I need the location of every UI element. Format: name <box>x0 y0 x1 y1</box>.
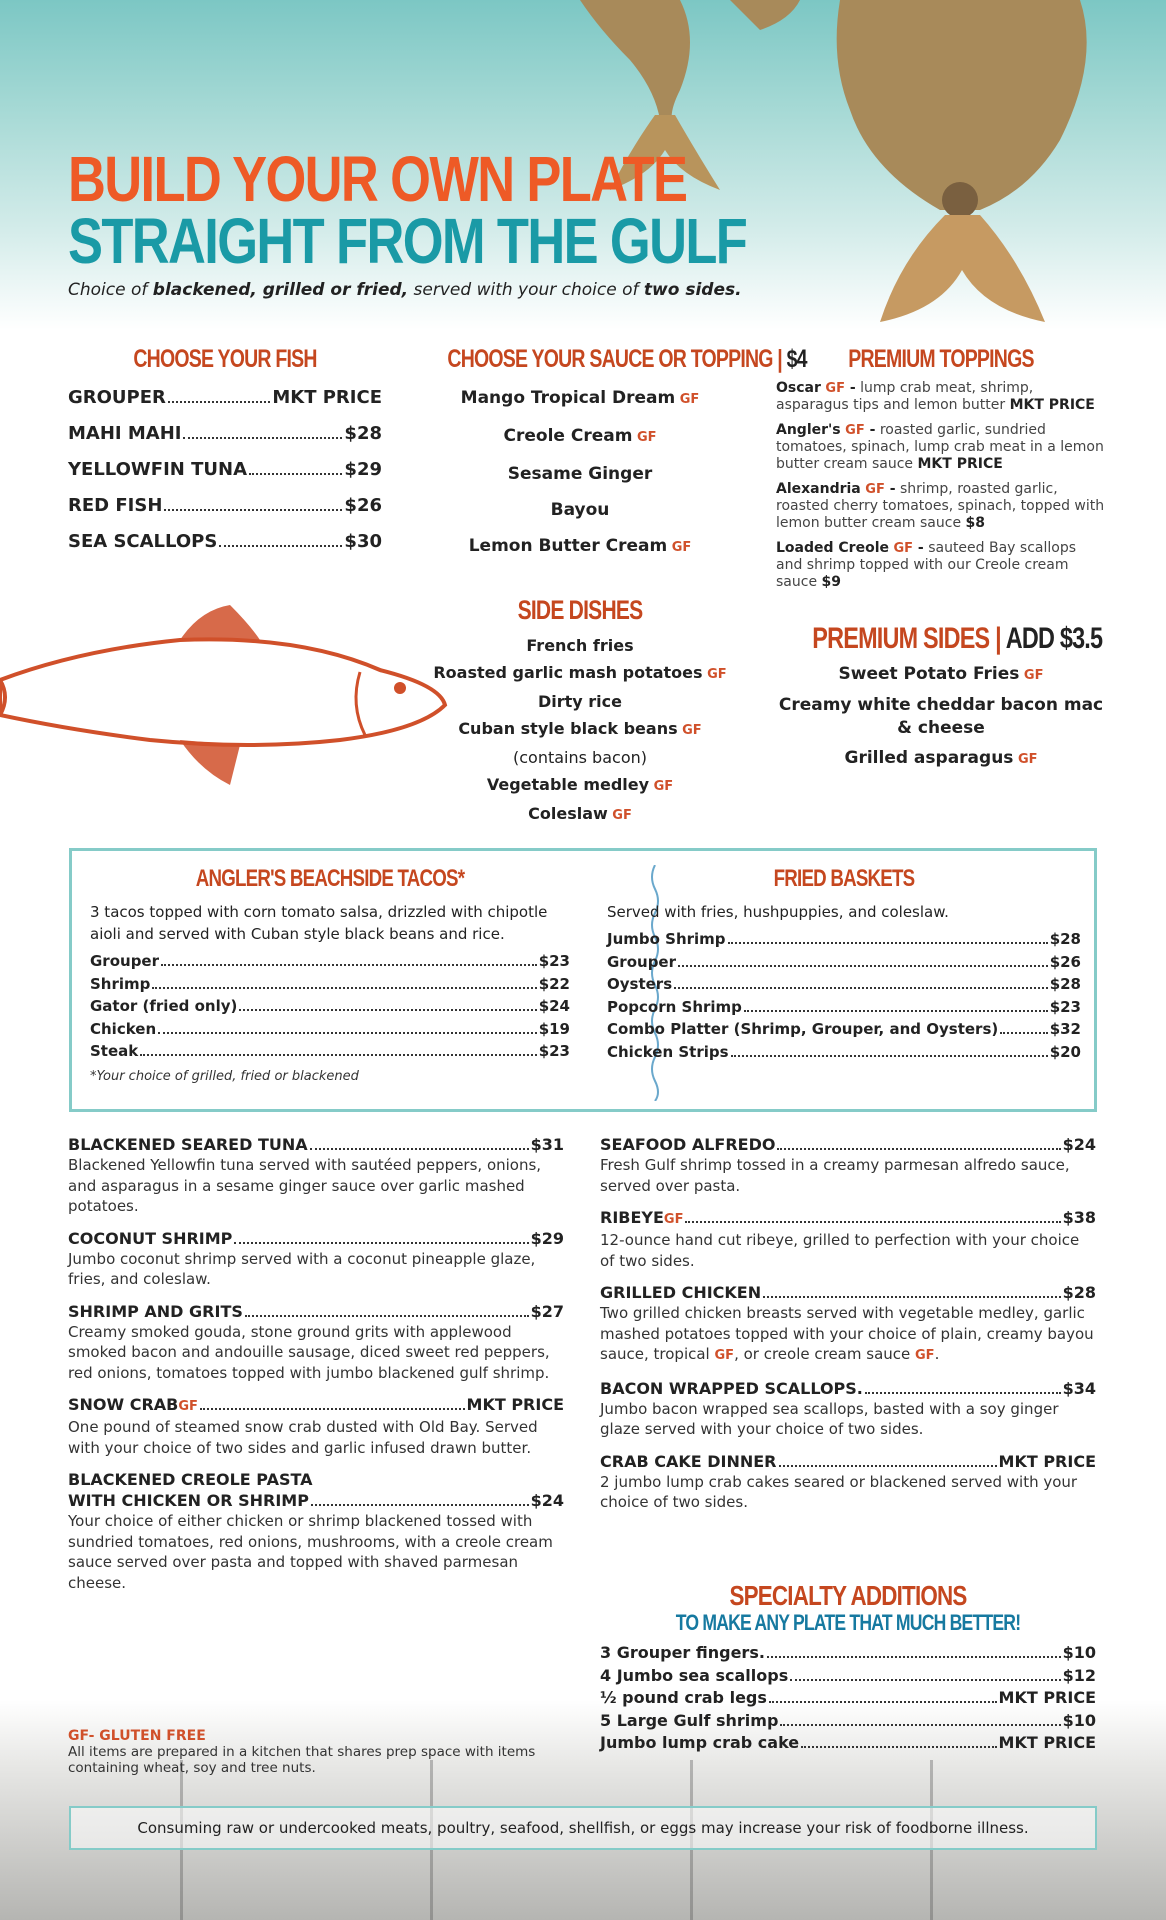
entree-item <box>600 1378 1096 1440</box>
sauce-price: $4 <box>786 345 807 373</box>
item-name: Lemon Butter Cream <box>468 536 668 556</box>
dot-leader <box>152 987 536 989</box>
specialty-subtitle: TO MAKE ANY PLATE THAT MUCH BETTER! <box>675 1610 1021 1635</box>
subtitle-text: served with your choice of <box>408 280 644 300</box>
premium-sides-section <box>776 622 1106 771</box>
item-name: Gator (fried only) <box>90 997 238 1015</box>
dot-leader <box>200 1408 465 1410</box>
dot-leader <box>744 1010 1048 1012</box>
item-price: $10 <box>1062 1710 1096 1730</box>
sauce-item <box>410 456 750 492</box>
specialty-row <box>600 1642 1096 1665</box>
entree-name: COCONUT SHRIMP <box>68 1228 233 1248</box>
gf-badge: GF <box>820 381 845 396</box>
entree-price: $27 <box>530 1301 564 1321</box>
gf-badge: GF <box>860 482 885 497</box>
dot-leader <box>164 509 342 511</box>
specialty-row <box>600 1710 1096 1733</box>
item-price: $19 <box>538 1019 570 1038</box>
entree-item <box>68 1301 564 1384</box>
section-heading: PREMIUM TOPPINGS <box>848 345 1034 373</box>
item-price: $28 <box>1049 975 1081 993</box>
item-description: roasted garlic, sundried tomatoes, spinach, lump crab meat in a lemon butter cream sauce <box>776 422 1104 472</box>
specialty-row <box>600 1665 1096 1688</box>
taco-row <box>90 995 570 1018</box>
fish-row <box>68 452 382 488</box>
entree-heading <box>68 1490 564 1511</box>
dot-leader <box>310 1148 529 1150</box>
item-price: $12 <box>1062 1665 1096 1685</box>
subtitle-text: Choice of <box>68 280 153 300</box>
specialty-row <box>600 1732 1096 1755</box>
premium-topping-item <box>776 540 1106 591</box>
entree-heading <box>600 1207 1096 1230</box>
dot-leader <box>801 1746 996 1748</box>
sauce-list <box>410 380 750 566</box>
basket-row <box>607 928 1081 951</box>
entree-item <box>68 1394 564 1458</box>
gf-badge: GF <box>714 1348 735 1363</box>
side-item <box>430 800 730 829</box>
item-name: Loaded Creole <box>776 540 889 556</box>
heading-separator: | <box>995 622 1001 655</box>
section-heading <box>812 622 1103 656</box>
gf-note-label: GF- GLUTEN FREE <box>68 1728 206 1744</box>
food-safety-warning: Consuming raw or undercooked meats, poultry, seafood, shellfish, or eggs may increase your risk of foodborne illness. <box>69 1806 1097 1850</box>
entree-description: Fresh Gulf shrimp tossed in a creamy parmesan alfredo sauce, served over pasta. <box>600 1156 1070 1195</box>
item-name: Bayou <box>550 500 610 520</box>
item-name: Chicken <box>90 1019 157 1038</box>
item-price: $10 <box>1062 1643 1096 1662</box>
gf-badge: GF <box>675 392 700 407</box>
description-text: . <box>934 1345 940 1363</box>
item-price: $22 <box>538 974 570 993</box>
entree-description: 12-ounce hand cut ribeye, grilled to perfection with your choice of two sides. <box>600 1231 1080 1270</box>
side-item <box>430 771 730 800</box>
subtitle-bold: two sides. <box>643 280 742 300</box>
choose-fish-section <box>68 345 382 560</box>
side-item <box>430 659 730 688</box>
entree-name: BLACKENED SEARED TUNA <box>68 1135 308 1154</box>
entrees-left-column <box>68 1134 564 1604</box>
premium-sides-heading: PREMIUM SIDES <box>812 622 990 655</box>
section-heading <box>447 345 807 374</box>
item-name: Creamy white cheddar bacon mac & cheese <box>778 695 1104 738</box>
gf-badge: GF <box>649 779 674 794</box>
item-name: Cuban style black beans <box>458 719 678 738</box>
item-name: 5 Large Gulf shrimp <box>600 1710 779 1730</box>
section-heading: FRIED BASKETS <box>773 865 915 892</box>
item-name: Jumbo Shrimp <box>607 930 726 948</box>
dot-leader <box>763 1296 1060 1298</box>
entree-price: $24 <box>530 1491 564 1510</box>
dot-leader <box>728 942 1048 944</box>
entree-heading <box>68 1394 564 1417</box>
side-item <box>430 715 730 744</box>
entree-item <box>600 1134 1096 1196</box>
item-price: $26 <box>1049 952 1081 971</box>
side-note: (contains bacon) <box>513 748 647 767</box>
dot-leader <box>678 965 1048 967</box>
item-name: SEA SCALLOPS <box>68 531 218 552</box>
item-name: Creole Cream <box>503 426 633 446</box>
dot-leader <box>779 1465 997 1467</box>
item-dash: - <box>913 540 924 556</box>
premium-side-item <box>776 663 1106 687</box>
taco-row <box>90 1018 570 1041</box>
taco-row <box>90 1040 570 1063</box>
entree-name: GRILLED CHICKEN <box>600 1283 762 1302</box>
specialty-additions-section <box>600 1580 1096 1755</box>
premium-topping-item <box>776 422 1106 473</box>
tacos-section <box>90 865 570 1084</box>
subtitle-bold: blackened, grilled or fried, <box>152 280 409 300</box>
entree-description: One pound of steamed snow crab dusted with Old Bay. Served with your choice of two sides and garlic infused drawn butter. <box>68 1418 538 1457</box>
entree-description: Jumbo coconut shrimp served with a coconut pineapple glaze, fries, and coleslaw. <box>68 1249 536 1288</box>
entree-heading <box>600 1134 1096 1155</box>
entree-item <box>600 1451 1096 1513</box>
sauce-item <box>410 492 750 528</box>
taco-row <box>90 973 570 996</box>
gf-badge: GF <box>607 808 632 823</box>
item-name: Grilled asparagus <box>844 748 1014 768</box>
gf-badge: GF <box>1013 752 1038 767</box>
item-name: Mango Tropical Dream <box>460 388 676 408</box>
item-name: Grouper <box>607 952 677 971</box>
specialty-list <box>600 1642 1096 1755</box>
item-price: MKT PRICE <box>1009 397 1095 413</box>
item-name: Sweet Potato Fries <box>838 664 1020 684</box>
dot-leader <box>685 1221 1060 1223</box>
baskets-description: Served with fries, hushpuppies, and coleslaw. <box>607 903 949 921</box>
entree-item <box>600 1207 1096 1271</box>
basket-row <box>607 951 1081 974</box>
fish-list <box>68 380 382 560</box>
sauce-item <box>410 528 750 566</box>
tacos-list <box>90 950 570 1063</box>
entree-price: $29 <box>530 1228 564 1248</box>
item-name: Shrimp <box>90 974 151 993</box>
fish-row <box>68 488 382 524</box>
baskets-list <box>607 928 1081 1063</box>
entree-description: Jumbo bacon wrapped sea scallops, basted with a soy ginger glaze served with your choice of two sides. <box>600 1399 1059 1438</box>
tacos-description: 3 tacos topped with corn tomato salsa, drizzled with chipotle aioli and served with Cuban style black beans and rice. <box>90 903 548 943</box>
premium-side-item <box>776 694 1106 740</box>
sauce-heading: CHOOSE YOUR SAUCE OR TOPPING <box>447 345 773 373</box>
entree-item <box>600 1282 1096 1367</box>
premium-toppings-list <box>776 380 1106 591</box>
dot-leader <box>780 1724 1060 1726</box>
section-heading: ANGLER'S BEACHSIDE TACOS* <box>195 865 465 892</box>
dot-leader <box>161 964 537 966</box>
sauce-item <box>410 418 750 456</box>
gf-badge: GF <box>178 1399 198 1414</box>
item-name: Popcorn Shrimp <box>607 997 742 1016</box>
entrees-right-column <box>600 1134 1096 1524</box>
item-description: shrimp, roasted garlic, roasted cherry tomatoes, spinach, topped with lemon butter cream sauce <box>776 481 1105 531</box>
entrees-list <box>600 1134 1096 1271</box>
dot-leader <box>311 1504 529 1506</box>
dot-leader <box>140 1054 536 1056</box>
item-name: 3 Grouper fingers. <box>600 1643 765 1662</box>
gf-note-text: All items are prepared in a kitchen that shares prep space with items containing wheat, soy and tree nuts. <box>68 1744 536 1776</box>
item-description: lump crab meat, shrimp, asparagus tips and lemon butter <box>776 380 1034 413</box>
item-price: $30 <box>344 531 382 552</box>
item-price: $23 <box>1049 997 1081 1016</box>
item-dash: - <box>884 481 896 497</box>
item-name: Chicken Strips <box>607 1042 729 1061</box>
gf-badge: GF <box>840 423 865 438</box>
item-price: MKT PRICE <box>998 1733 1096 1752</box>
heading-separator: | <box>777 345 782 373</box>
entree-name: CRAB CAKE DINNER <box>600 1451 777 1471</box>
trout-illustration <box>0 600 450 790</box>
dot-leader <box>168 401 270 403</box>
entree-price: MKT PRICE <box>998 1451 1096 1471</box>
dot-leader <box>777 1148 1060 1150</box>
fish-row <box>68 416 382 452</box>
item-name: 4 Jumbo sea scallops <box>600 1665 789 1685</box>
entree-name: WITH CHICKEN OR SHRIMP <box>68 1491 309 1510</box>
item-name: Angler's <box>776 422 841 438</box>
item-price: $20 <box>1049 1042 1081 1061</box>
section-heading: CHOOSE YOUR FISH <box>133 345 317 373</box>
entree-price: $34 <box>1062 1378 1096 1398</box>
side-list <box>430 632 730 829</box>
item-name: Oysters <box>607 975 673 993</box>
dot-leader <box>865 1392 1061 1394</box>
specialty-title: SPECIALTY ADDITIONS <box>729 1580 967 1611</box>
item-price: MKT PRICE <box>998 1688 1096 1707</box>
dot-leader <box>674 987 1048 989</box>
dot-leader <box>249 473 342 475</box>
entrees-list <box>600 1378 1096 1513</box>
item-name: Sesame Ginger <box>507 464 653 484</box>
title-line-2: STRAIGHT FROM THE GULF <box>68 205 747 277</box>
entree-description <box>600 1303 1096 1367</box>
specialty-row <box>600 1687 1096 1710</box>
tacos-footnote: *Your choice of grilled, fried or blackened <box>90 1068 359 1084</box>
entree-price: MKT PRICE <box>466 1395 564 1414</box>
gf-badge: GF <box>1019 668 1044 683</box>
entree-price: $24 <box>1062 1135 1096 1154</box>
premium-side-item <box>776 747 1106 771</box>
sauce-item <box>410 380 750 418</box>
dot-leader <box>239 1009 536 1011</box>
dot-leader <box>731 1055 1048 1057</box>
taco-row <box>90 950 570 973</box>
item-name: Combo Platter (Shrimp, Grouper, and Oysters) <box>607 1020 999 1038</box>
item-price: MKT PRICE <box>272 387 382 408</box>
entrees-list <box>68 1134 564 1458</box>
fish-row <box>68 380 382 416</box>
entree-heading <box>68 1134 564 1155</box>
item-name: MAHI MAHI <box>68 423 182 444</box>
section-heading: SIDE DISHES <box>517 595 643 625</box>
premium-topping-item <box>776 380 1106 414</box>
item-name: Alexandria <box>776 481 861 497</box>
gluten-free-note <box>68 1728 568 1776</box>
item-price: $26 <box>344 495 382 516</box>
item-price: MKT PRICE <box>917 456 1003 472</box>
gf-badge: GF <box>677 723 702 738</box>
entree-heading <box>600 1378 1096 1399</box>
item-name: French fries <box>526 636 634 655</box>
entree-description: Creamy smoked gouda, stone ground grits with applewood smoked bacon and andouille sausage, diced sweet red peppers, red onions, tomatoes topped with jumbo blackened gulf shrimp. <box>68 1322 550 1382</box>
entree-item <box>68 1228 564 1290</box>
entree-description: 2 jumbo lump crab cakes seared or blackened served with your choice of two sides. <box>600 1472 1078 1511</box>
entree-item <box>68 1134 564 1217</box>
gf-badge: GF <box>667 540 692 555</box>
item-price: $23 <box>538 1042 570 1060</box>
side-item <box>430 688 730 715</box>
dot-leader <box>1000 1032 1047 1034</box>
entree-name: BACON WRAPPED SCALLOPS. <box>600 1378 863 1398</box>
side-dishes-section <box>430 595 730 829</box>
item-price: $29 <box>344 459 382 480</box>
dot-leader <box>183 437 342 439</box>
item-price: $9 <box>821 574 841 590</box>
dot-leader <box>769 1701 997 1703</box>
basket-row <box>607 973 1081 996</box>
item-name: YELLOWFIN TUNA <box>68 459 247 480</box>
premium-toppings-section <box>776 345 1106 599</box>
specialty-heading <box>600 1580 1096 1636</box>
entree-price: $31 <box>530 1135 564 1154</box>
entree-price: $28 <box>1062 1283 1096 1302</box>
item-name: ½ pound crab legs <box>600 1688 767 1707</box>
gf-badge: GF <box>888 541 914 556</box>
entree-name: RIBEYE <box>600 1208 664 1227</box>
entree-heading <box>600 1282 1096 1303</box>
item-name: Roasted garlic mash potatoes <box>433 663 703 682</box>
header-subtitle <box>68 280 895 300</box>
item-name: Oscar <box>776 380 821 396</box>
fish-row <box>68 524 382 560</box>
dot-leader <box>158 1032 537 1034</box>
item-name: Jumbo lump crab cake <box>600 1733 800 1752</box>
dot-leader <box>234 1242 528 1244</box>
item-dash: - <box>844 380 856 396</box>
basket-row <box>607 1041 1081 1064</box>
side-item <box>430 632 730 659</box>
premium-sides-price: ADD $3.5 <box>1005 622 1103 655</box>
dot-leader <box>245 1315 529 1317</box>
item-name: Coleslaw <box>528 804 608 823</box>
entree-name: SHRIMP AND GRITS <box>68 1301 243 1321</box>
entree-name: SNOW CRAB <box>68 1395 179 1414</box>
entree-description: Your choice of either chicken or shrimp blackened tossed with sundried tomatoes, red onions, mushrooms, with a creole cream sauce served over pasta and topped with shaved parmesan cheese. <box>68 1512 553 1592</box>
dot-leader <box>767 1656 1061 1658</box>
item-price: $23 <box>538 952 570 970</box>
item-price: $32 <box>1049 1020 1081 1038</box>
entree-heading <box>68 1228 564 1249</box>
entree-price: $38 <box>1062 1208 1096 1227</box>
item-name: Vegetable medley <box>486 775 650 794</box>
entree-heading <box>68 1469 564 1490</box>
description-text: Two grilled chicken breasts served with vegetable medley, garlic mashed potatoes topped with your choice of plain, creamy bayou sauce, tropical <box>600 1304 1094 1363</box>
title-line-1: BUILD YOUR OWN PLATE <box>68 143 687 215</box>
gf-badge: GF <box>632 430 657 445</box>
item-price: $8 <box>965 515 986 531</box>
entree-heading <box>600 1451 1096 1472</box>
entree-name: BLACKENED CREOLE PASTA <box>68 1470 313 1489</box>
gf-badge: GF <box>915 1348 935 1363</box>
gf-badge: GF <box>702 667 727 682</box>
dot-leader <box>790 1679 1060 1681</box>
item-dash: - <box>864 422 876 438</box>
premium-sides-list <box>776 663 1106 771</box>
gf-badge: GF <box>663 1212 684 1227</box>
tacos-baskets-box <box>69 848 1097 1112</box>
item-price: $28 <box>344 423 382 444</box>
item-name: Grouper <box>90 952 160 970</box>
basket-row <box>607 1018 1081 1041</box>
fried-baskets-section <box>607 865 1081 1063</box>
entree-name: SEAFOOD ALFREDO <box>600 1135 776 1154</box>
item-name: GROUPER <box>68 387 166 408</box>
entree-heading <box>68 1301 564 1322</box>
description-text: , or creole cream sauce <box>734 1345 916 1363</box>
item-name: Dirty rice <box>537 692 622 711</box>
item-name: Steak <box>90 1042 139 1060</box>
item-description: sauteed Bay scallops and shrimp topped with our Creole cream sauce <box>776 540 1077 590</box>
dot-leader <box>219 545 342 547</box>
basket-row <box>607 996 1081 1019</box>
item-name: RED FISH <box>68 495 163 516</box>
premium-topping-item <box>776 481 1106 532</box>
entree-description: Blackened Yellowfin tuna served with sautéed peppers, onions, and asparagus in a sesame ginger sauce over garlic mashed potatoes. <box>68 1156 542 1215</box>
item-price: $24 <box>538 997 570 1015</box>
menu-header <box>68 143 895 300</box>
entree-item <box>68 1469 564 1593</box>
item-price: $28 <box>1049 930 1081 948</box>
